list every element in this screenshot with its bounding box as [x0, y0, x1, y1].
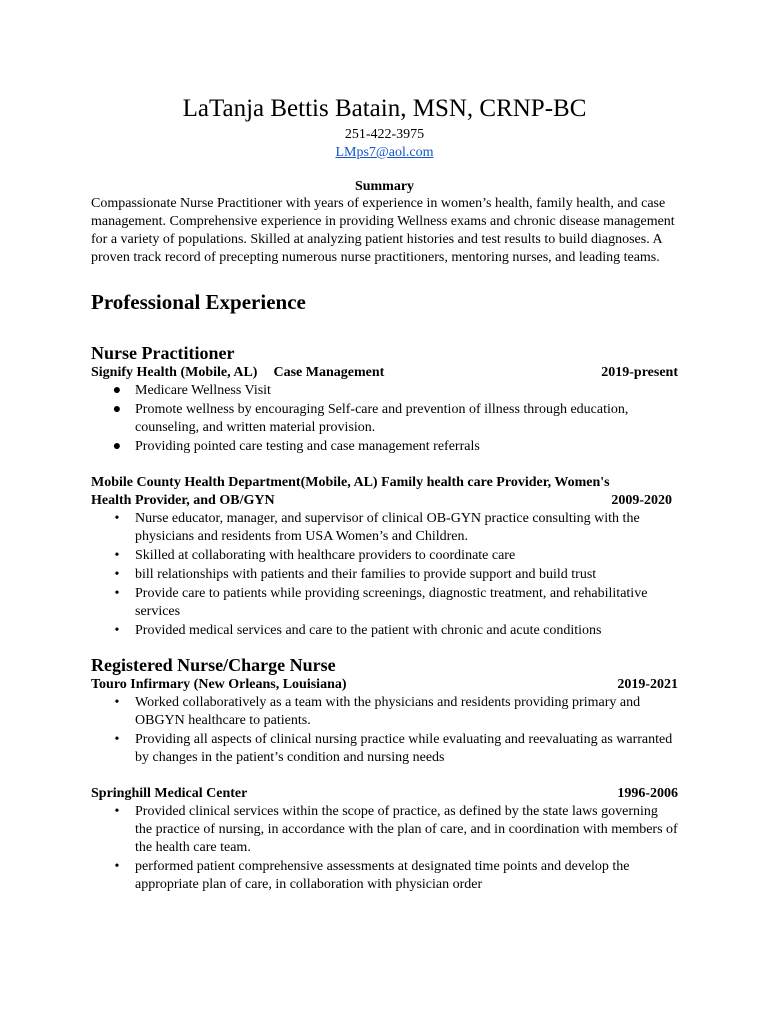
job-department: Case Management — [273, 365, 385, 380]
job-heading — [91, 676, 678, 694]
bullet-icon: • — [114, 804, 120, 819]
list-item: ● Promote wellness by encouraging Self-care and prevention of illness through education, counseling, and written material provision. — [112, 402, 629, 435]
list-item: • Providing all aspects of clinical nursing practice while evaluating and reevaluating as warranted by changes in the patient’s condition and nursing needs — [111, 731, 678, 767]
job-heading — [91, 785, 678, 803]
job-dates: 1996-2006 — [617, 786, 678, 801]
job-employer: Signify Health (Mobile, AL) — [91, 365, 258, 380]
bullet-icon: • — [114, 859, 120, 874]
job-heading — [91, 474, 678, 510]
phone-number: 251-422-3975 — [344, 127, 425, 142]
email-link[interactable]: LMps7@aol.com — [335, 145, 434, 160]
list-item: ● Providing pointed care testing and case management referrals — [112, 439, 480, 454]
list-item: • bill relationships with patients and their families to provide support and build trust — [111, 566, 678, 584]
candidate-name: LaTanja Bettis Batain, MSN, CRNP-BC — [182, 95, 587, 122]
job-bullet-list — [91, 803, 678, 894]
bullet-icon: • — [114, 695, 120, 710]
list-item: ● Medicare Wellness Visit — [112, 383, 271, 398]
bullet-icon: ● — [112, 439, 122, 454]
job-employer-continued: Health Provider, and OB/GYN — [91, 493, 275, 508]
role-title: Nurse Practitioner — [91, 343, 235, 363]
job-employer: Touro Infirmary (New Orleans, Louisiana) — [91, 677, 347, 692]
experience-section-title: Professional Experience — [91, 290, 306, 314]
list-item: • Worked collaboratively as a team with the physicians and residents providing primary and OBGYN healthcare to patients. — [111, 694, 678, 730]
bullet-icon: • — [114, 623, 120, 638]
bullet-icon: ● — [112, 402, 122, 417]
summary-text: Compassionate Nurse Practitioner with years of experience in women’s health, family health, and case management. Comprehensive experience in providing Wellness exams and chronic disease management for a variety of populations. Skilled at analyzing patient histories and test results to build diagnoses. A proven track record of precepting numerous nurse practitioners, mentoring nurses, and leading teams. — [91, 196, 675, 265]
bullet-icon: • — [114, 548, 120, 563]
job-employer: Springhill Medical Center — [91, 786, 248, 801]
bullet-icon: • — [114, 567, 120, 582]
bullet-icon: • — [114, 586, 120, 601]
resume-header — [91, 0, 678, 161]
job-bullet-list — [91, 382, 678, 456]
list-item: • performed patient comprehensive assessments at designated time points and develop the appropriate plan of care, in collaboration with physician order — [111, 858, 678, 894]
list-item: • Provided clinical services within the scope of practice, as defined by the state laws governing the practice of nursing, in accordance with the plan of care, and in coordination with members of the health care team. — [111, 803, 678, 857]
summary-heading: Summary — [354, 179, 415, 194]
job-dates: 2019-present — [601, 365, 678, 380]
job-dates: 2009-2020 — [611, 493, 672, 508]
job-employer: Mobile County Health Department(Mobile, AL) Family health care Provider, Women's — [91, 475, 610, 490]
bullet-icon: ● — [112, 383, 122, 398]
bullet-icon: • — [114, 511, 120, 526]
list-item: • Provided medical services and care to the patient with chronic and acute conditions — [111, 622, 678, 640]
job-bullet-list — [91, 510, 678, 640]
list-item: • Nurse educator, manager, and supervisor of clinical OB-GYN practice consulting with the physicians and residents from USA Women’s and Children. — [111, 510, 678, 546]
job-bullet-list — [91, 694, 678, 767]
bullet-icon: • — [114, 732, 120, 747]
list-item: • Provide care to patients while providing screenings, diagnostic treatment, and rehabilitative services — [111, 585, 678, 621]
job-heading — [91, 364, 678, 382]
job-dates: 2019-2021 — [617, 677, 678, 692]
list-item: • Skilled at collaborating with healthcare providers to coordinate care — [111, 547, 678, 565]
role-title: Registered Nurse/Charge Nurse — [91, 655, 336, 675]
